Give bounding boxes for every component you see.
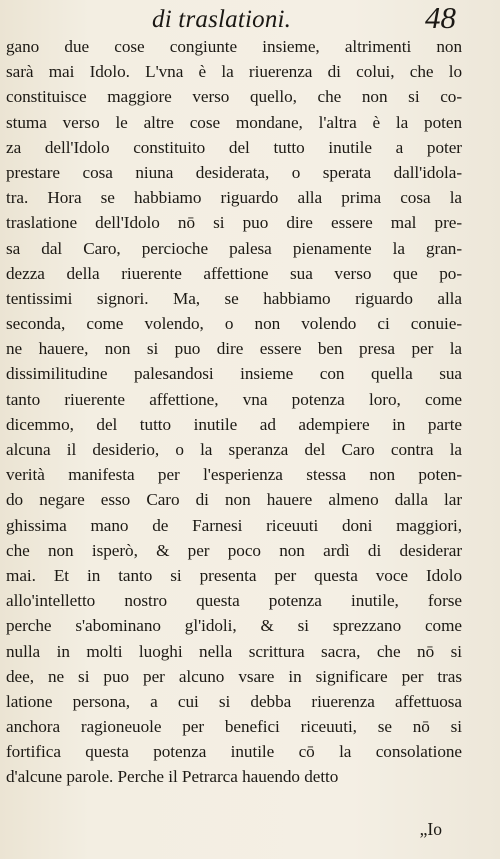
- page-number: 48: [425, 0, 456, 35]
- catchword: „Io: [419, 819, 442, 839]
- text-line: anchora ragioneuole per benefici riceuuti, se nō si: [6, 717, 462, 737]
- text-line: alcuna il desiderio, o la speranza del Caro contra la: [6, 440, 462, 459]
- text-line: perche s'abominano gl'idoli, & si sprezzano come: [6, 616, 462, 636]
- text-line: dissimilitudine palesandosi insieme con quella sua: [6, 364, 462, 384]
- text-line: verità manifesta per l'esperienza stessa non poten-: [6, 465, 462, 485]
- running-head: di traslationi.: [152, 6, 292, 33]
- text-line: gano due cose congiunte insieme, altrimenti non: [6, 37, 462, 56]
- text-line: ne hauere, non si puo dire essere ben presa per la: [6, 339, 462, 359]
- text-line: dee, ne si puo per alcuno vsare in significare per tras: [6, 666, 462, 686]
- body-text: [6, 34, 462, 790]
- text-line: traslatione dell'Idolo nō si puo dire essere mal pre-: [6, 213, 462, 233]
- text-line: dicemmo, del tutto inutile ad adempiere in parte: [6, 414, 462, 434]
- text-line: nulla in molti luoghi nella scrittura sacra, che nō si: [6, 641, 462, 661]
- text-line: dezza della riuerente affettione sua verso que po-: [6, 263, 462, 283]
- text-line: ghissima mano de Farnesi riceuuti doni maggiori,: [6, 515, 462, 535]
- text-line: sa dal Caro, percioche palesa pienamente la gran-: [6, 238, 462, 258]
- text-line: constituisce maggiore verso quello, che non si co-: [6, 87, 462, 107]
- text-line: latione persona, a cui si debba riuerenza affettuosa: [6, 691, 462, 711]
- text-line: d'alcune parole. Perche il Petrarca hauendo detto: [6, 767, 339, 787]
- text-line: za dell'Idolo constituito del tutto inutile a poter: [6, 137, 462, 157]
- text-line: prestare cosa niuna desiderata, o sperata dall'idola-: [6, 162, 462, 182]
- text-line: tra. Hora se habbiamo riguardo alla prima cosa la: [6, 188, 462, 208]
- text-line: tentissimi signori. Ma, se habbiamo riguardo alla: [6, 288, 462, 308]
- text-line: tanto riuerente affettione, vna potenza loro, come: [6, 389, 462, 409]
- text-line: sarà mai Idolo. L'vna è la riuerenza di colui, che lo: [6, 62, 462, 82]
- text-line: fortifica questa potenza inutile cō la consolatione: [6, 742, 462, 762]
- text-line: do negare esso Caro di non hauere almeno dalla lar: [6, 490, 462, 510]
- text-line: seconda, come volendo, o non volendo ci conuie-: [6, 314, 462, 334]
- text-line: stuma verso le altre cose mondane, l'altra è la poten: [6, 112, 462, 132]
- text-line: che non isperò, & per poco non ardì di desiderar: [6, 540, 462, 560]
- text-line: allo'intelletto nostro questa potenza inutile, forse: [6, 591, 462, 611]
- text-line: mai. Et in tanto si presenta per questa voce Idolo: [6, 565, 462, 585]
